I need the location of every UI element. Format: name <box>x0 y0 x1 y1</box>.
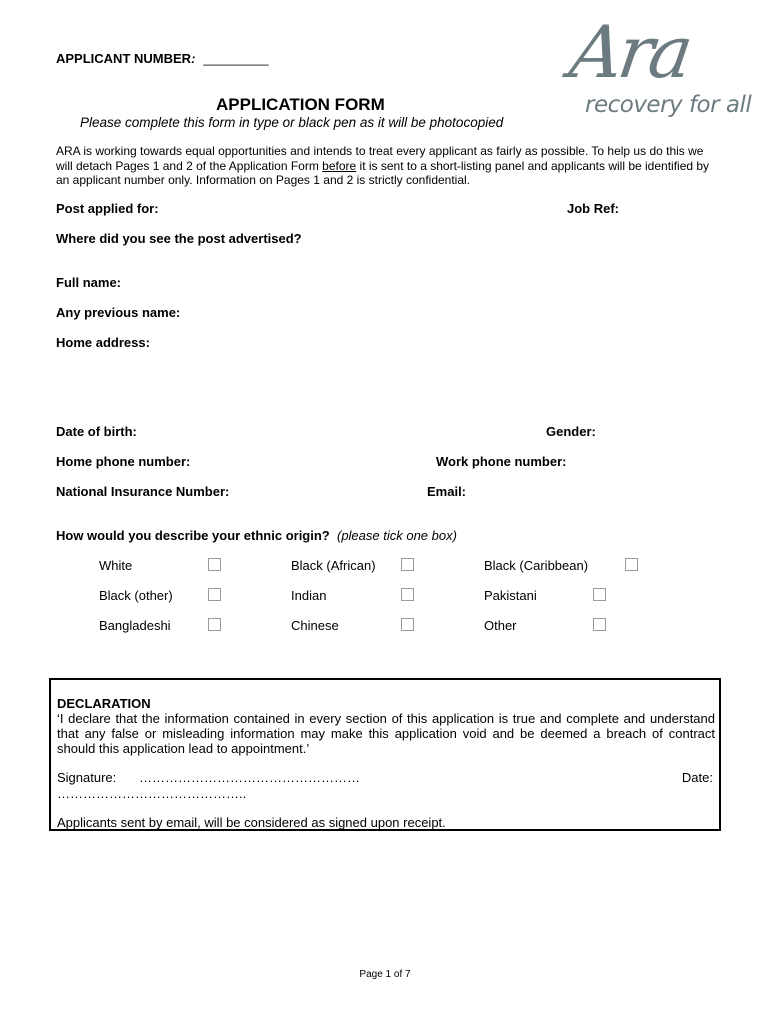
ethnic-option-label: Pakistani <box>484 588 537 603</box>
gender-label: Gender: <box>546 424 596 439</box>
intro-part-1: ARA is working towards equal opportunities and intends to treat every applicant as fairly as possible. To help us do this we will detach Pages 1 and 2 of the Application Form <box>56 144 704 173</box>
ethnic-option-label: Black (other) <box>99 588 173 603</box>
applicant-number-label: APPLICANT NUMBER <box>56 51 192 66</box>
job-ref-label: Job Ref: <box>567 201 619 216</box>
ethnic-question-text: How would you describe your ethnic origin? <box>56 528 330 543</box>
checkbox-white[interactable] <box>208 558 221 571</box>
logo-tagline: recovery for all <box>585 92 752 118</box>
checkbox-indian[interactable] <box>401 588 414 601</box>
declaration-box <box>49 678 721 831</box>
checkbox-black-african[interactable] <box>401 558 414 571</box>
post-applied-label: Post applied for: <box>56 201 159 216</box>
checkbox-chinese[interactable] <box>401 618 414 631</box>
form-title: APPLICATION FORM <box>216 95 385 114</box>
checkbox-bangladeshi[interactable] <box>208 618 221 631</box>
ethnic-question <box>56 528 457 543</box>
previous-name-label: Any previous name: <box>56 305 181 320</box>
intro-part-2: it is sent to a short-listing panel and applicants will be identified by an applicant number only. Information on Pages 1 and 2 is strictly confidential. <box>56 158 710 187</box>
checkbox-black-caribbean[interactable] <box>625 558 638 571</box>
applicant-number-colon: : <box>191 51 196 66</box>
ethnic-hint: (please tick one box) <box>336 528 457 543</box>
declaration-heading: DECLARATION <box>57 696 151 711</box>
applicant-number-blank[interactable]: _________ <box>203 51 269 66</box>
page-number: Page 1 of 7 <box>359 969 411 980</box>
ni-number-label: National Insurance Number: <box>56 484 230 499</box>
checkbox-other[interactable] <box>593 618 606 631</box>
declaration-text: ‘I declare that the information contained in every section of this application is true and complete and understand that any false or misleading information may make this application void and be deemed a breach of contract should this application lead to appointment.’ <box>57 711 715 756</box>
where-seen-label: Where did you see the post advertised? <box>56 231 302 246</box>
home-phone-label: Home phone number: <box>56 454 191 469</box>
ara-logo <box>563 10 755 128</box>
full-name-label: Full name: <box>56 275 122 290</box>
date-label: Date: <box>681 770 713 785</box>
signature-line[interactable]: …………………………………………… <box>139 770 360 785</box>
checkbox-pakistani[interactable] <box>593 588 606 601</box>
checkbox-black-other[interactable] <box>208 588 221 601</box>
home-address-label: Home address: <box>56 335 150 350</box>
ethnic-option-label: White <box>99 558 133 573</box>
work-phone-label: Work phone number: <box>436 454 567 469</box>
ethnic-option-label: Bangladeshi <box>99 618 171 633</box>
ethnic-option-label: Black (Caribbean) <box>484 558 589 573</box>
email-label: Email: <box>427 484 467 499</box>
logo-wordmark: Ara <box>565 10 695 94</box>
date-line[interactable]: …………………………………….. <box>57 786 247 801</box>
applicant-number <box>56 51 268 66</box>
dob-label: Date of birth: <box>56 424 137 439</box>
signature-label: Signature: <box>57 770 117 785</box>
intro-paragraph <box>56 144 716 188</box>
ethnic-option-label: Indian <box>291 588 327 603</box>
intro-underlined: before <box>322 158 357 173</box>
ethnic-option-label: Chinese <box>291 618 339 633</box>
ethnic-option-label: Black (African) <box>291 558 376 573</box>
ethnic-option-label: Other <box>484 618 517 633</box>
form-subtitle: Please complete this form in type or black pen as it will be photocopied <box>80 115 504 130</box>
email-signature-note: Applicants sent by email, will be considered as signed upon receipt. <box>57 815 446 830</box>
